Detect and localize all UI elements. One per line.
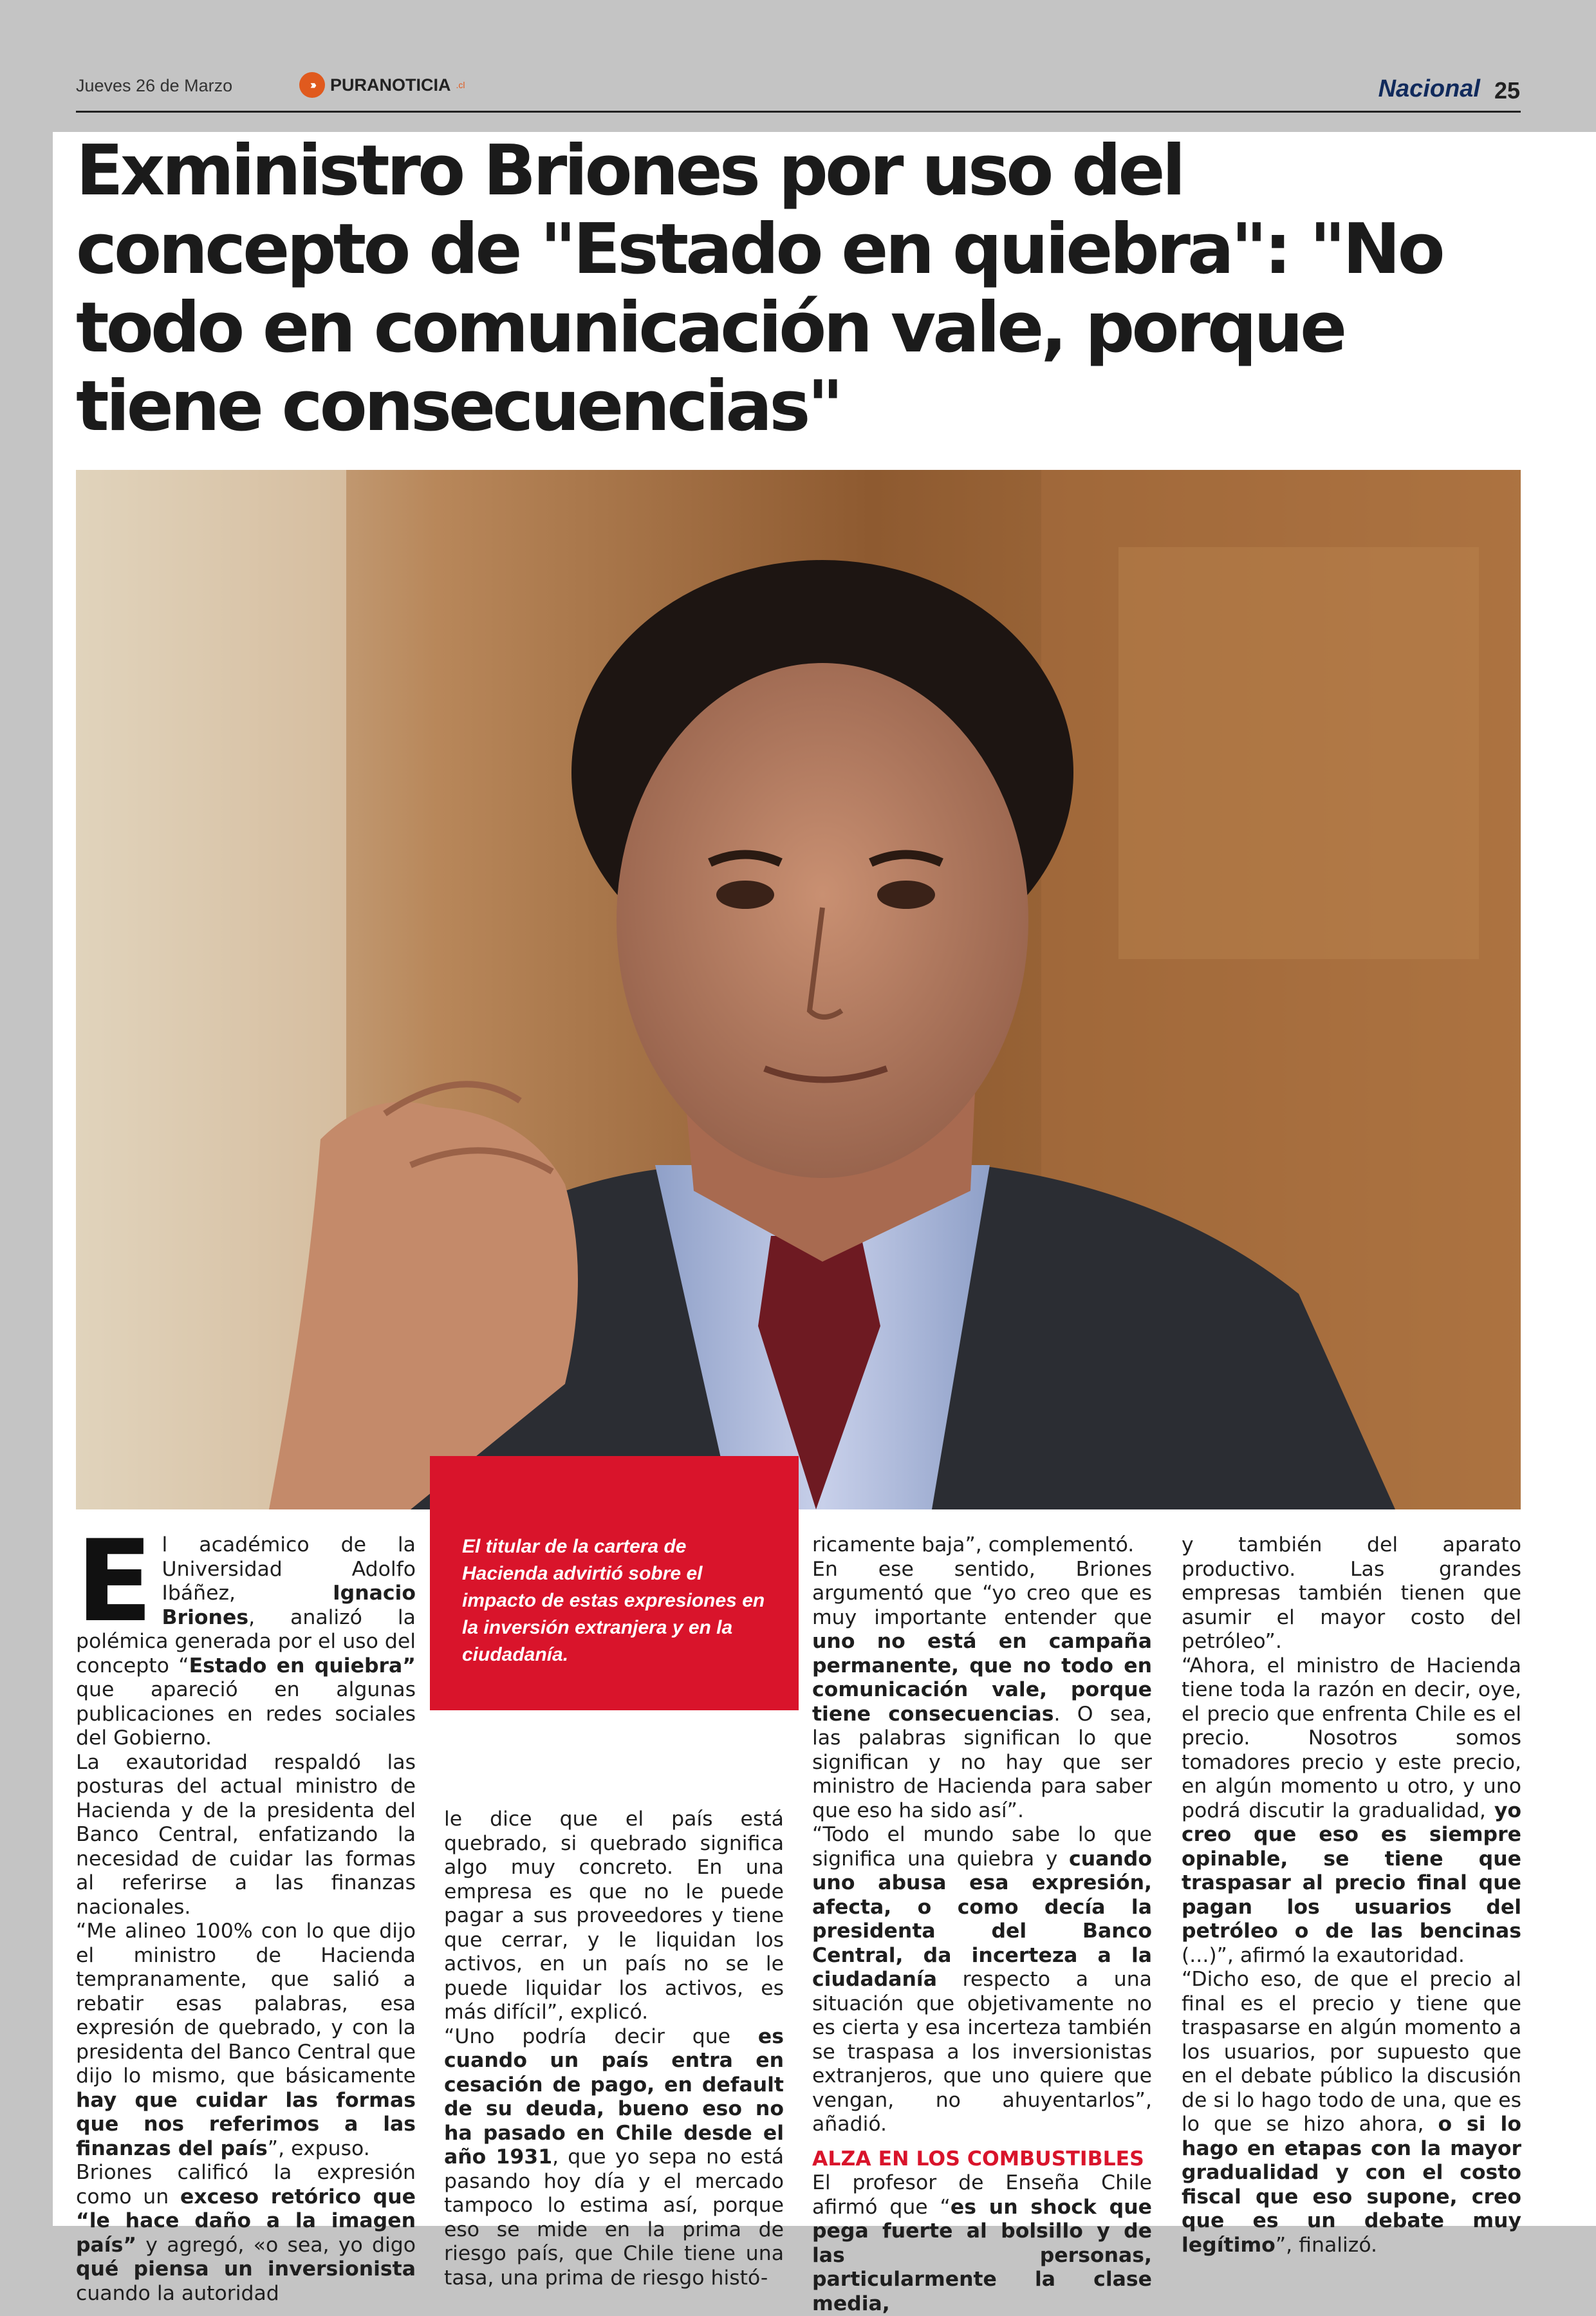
column-paragraphs (444, 1807, 784, 2290)
text-run: “Ahora, el ministro de Hacienda tiene toda la razón en decir, oye, el precio que enfrenta Chile es el precio. Nosotros somos tomadores precio y este precio, en algún momento u otro, y uno podrá discutir la gradualidad, (1182, 1654, 1521, 1822)
bold-run: Estado en quiebra” (189, 1654, 416, 1677)
paragraph (812, 1558, 1152, 1824)
logo-text: PURANOTICIA (330, 75, 451, 95)
article-column-4 (1182, 1533, 1521, 2257)
text-run: La exautoridad respaldó las posturas del actual ministro de Hacienda y de la presidenta del Banco Central, enfatizando la necesidad de cuidar las formas al referirse a las finanzas nacionales. (76, 1750, 416, 1919)
text-run: En ese sentido, Briones argumentó que “yo creo que es muy importante entender que (812, 1557, 1152, 1629)
paragraph (812, 1823, 1152, 2137)
text-run: , analizó la polémica generada por el uso del concepto “ (76, 1605, 416, 1677)
paragraph (812, 2171, 1152, 2316)
bold-run: uno no está en campaña permanente, que no todo en comunicación vale, porque tiene consecuencias (812, 1630, 1152, 1726)
issue-date: Jueves 26 de Marzo (76, 76, 233, 95)
column-paragraphs (812, 1533, 1152, 2137)
column-paragraphs (1182, 1533, 1521, 2257)
bold-run: o si lo hago en etapas con la mayor gradualidad y con el costo fiscal que eso supone, creo que es un debate muy legítimo (1182, 2113, 1521, 2257)
text-run: “Dicho eso, de que el precio al final es el precio y tiene que traspasarse en algún momento a los usuarios, por supuesto que en el debate público la discusión de si lo hago todo de una, que es lo que se hizo ahora, (1182, 1968, 1521, 2136)
text-run: . O sea, las palabras significan lo que significan y no hay que ser ministro de Hacienda para saber que eso ha sido así”. (812, 1702, 1152, 1822)
paragraph (76, 1919, 416, 2161)
bold-run: Ignacio Briones (162, 1582, 416, 1629)
pull-quote-box (430, 1456, 799, 1710)
text-run: cuando la autoridad (76, 2281, 279, 2305)
text-run: le dice que el país está quebrado, si quebrado significa algo muy concreto. En una empresa es que no le puede pagar a sus proveedores y tiene que cerrar, y le liquidan los activos, en un país no se le puede liquidar los activos, es más difícil”, explicó. (444, 1807, 784, 2024)
paragraph (76, 2161, 416, 2306)
text-run: “Todo el mundo sabe lo que significa una quiebra y (812, 1823, 1152, 1871)
text-run: ”, expuso. (267, 2136, 370, 2160)
paragraph (1182, 1533, 1521, 1654)
bold-run: hay que cuidar las formas que nos referimos a las finanzas del país (76, 2088, 416, 2160)
text-run: , que yo sepa no está pasando hoy día y el mercado tampoco lo estima así, porque eso se mide en la prima de riesgo país, que Chile tiene una tasa, una prima de riesgo histó- (444, 2145, 784, 2290)
bold-run: es un shock que pega fuerte al bolsillo y de las personas, particularmente la clase media, (812, 2195, 1153, 2315)
text-run: ”, finalizó. (1275, 2233, 1378, 2257)
paragraph (812, 1533, 1152, 1558)
portrait-photo (76, 470, 1521, 1509)
bold-run: qué piensa un inversionista (76, 2257, 416, 2281)
text-run: Briones calificó la expresión como un (76, 2161, 416, 2209)
text-run: ricamente baja”, complementó. (812, 1533, 1135, 1556)
text-run: “Me alineo 100% con lo que dijo el ministro de Hacienda tempranamente, que salió a rebatir esas palabras, esa expresión de quebrado, y con la presidenta del Banco Central que dijo lo mismo, que básicamente (76, 1919, 416, 2087)
column-paragraphs (812, 2171, 1152, 2316)
header-divider (76, 111, 1521, 113)
text-run: que apareció en algunas publicaciones en redes sociales del Gobierno. (76, 1678, 416, 1750)
bold-run: yo creo que eso es siempre opinable, se tiene que traspasar al precio final que pagan los usuarios del petróleo o de las bencinas (1182, 1798, 1521, 1943)
bold-run: cuando uno abusa esa expresión, afecta, o como decía la presidenta del Banco Central, da incerteza a la ciudadanía (812, 1847, 1152, 1991)
paragraph (1182, 1968, 1521, 2257)
paragraph (444, 2025, 784, 2291)
bold-run: es cuando un país entra en cesación de pago, en default de su deuda, bueno eso no ha pasado en Chile desde el año 1931 (444, 2024, 784, 2169)
publication-logo (299, 72, 465, 98)
section-name: Nacional (1378, 75, 1480, 102)
logo-suffix: .cl (456, 80, 465, 90)
column-paragraphs (76, 1517, 416, 2306)
subheading: ALZA EN LOS COMBUSTIBLES (812, 2147, 1144, 2171)
page-number: 25 (1494, 77, 1520, 104)
drop-cap: E (76, 1517, 153, 1647)
text-run: y también del aparato productivo. Las grandes empresas también tienen que asumir el mayor costo del petróleo”. (1182, 1533, 1521, 1653)
text-run: l académico de la Universidad Adolfo Ibáñez, (162, 1533, 416, 1605)
logo-arrows-icon: ››› (299, 72, 325, 98)
article-column-3 (812, 1533, 1152, 2316)
text-run: respecto a una situación que objetivamente no es cierta y esa incerteza también se traspasa a los inversionistas extranjeros, que uno quiere que vengan, no ahuyentarlos”, añadió. (812, 1968, 1152, 2136)
paragraph (444, 1807, 784, 2025)
text-run: y agregó, «o sea, yo digo (136, 2233, 416, 2257)
bold-run: exceso retórico que “le hace daño a la imagen país” (76, 2185, 416, 2257)
article-column-1 (76, 1517, 416, 2306)
paragraph (76, 1751, 416, 1920)
paragraph (1182, 1654, 1521, 1968)
pull-quote-text: El titular de la cartera de Hacienda advirtió sobre el impacto de estas expresiones en la inversión extranjera y en la ciudadanía. (462, 1536, 765, 1665)
article-column-2 (444, 1807, 784, 2290)
headline: Exministro Briones por uso del concepto de "Estado en quiebra": "No todo en comunicación vale, porque tiene consecuencias" (76, 131, 1442, 447)
text-run: “Uno podría decir que (444, 2024, 758, 2048)
text-run: (...)”, afirmó la exautoridad. (1182, 1943, 1465, 1967)
text-run: El profesor de Enseña Chile afirmó que “ (812, 2171, 1152, 2219)
